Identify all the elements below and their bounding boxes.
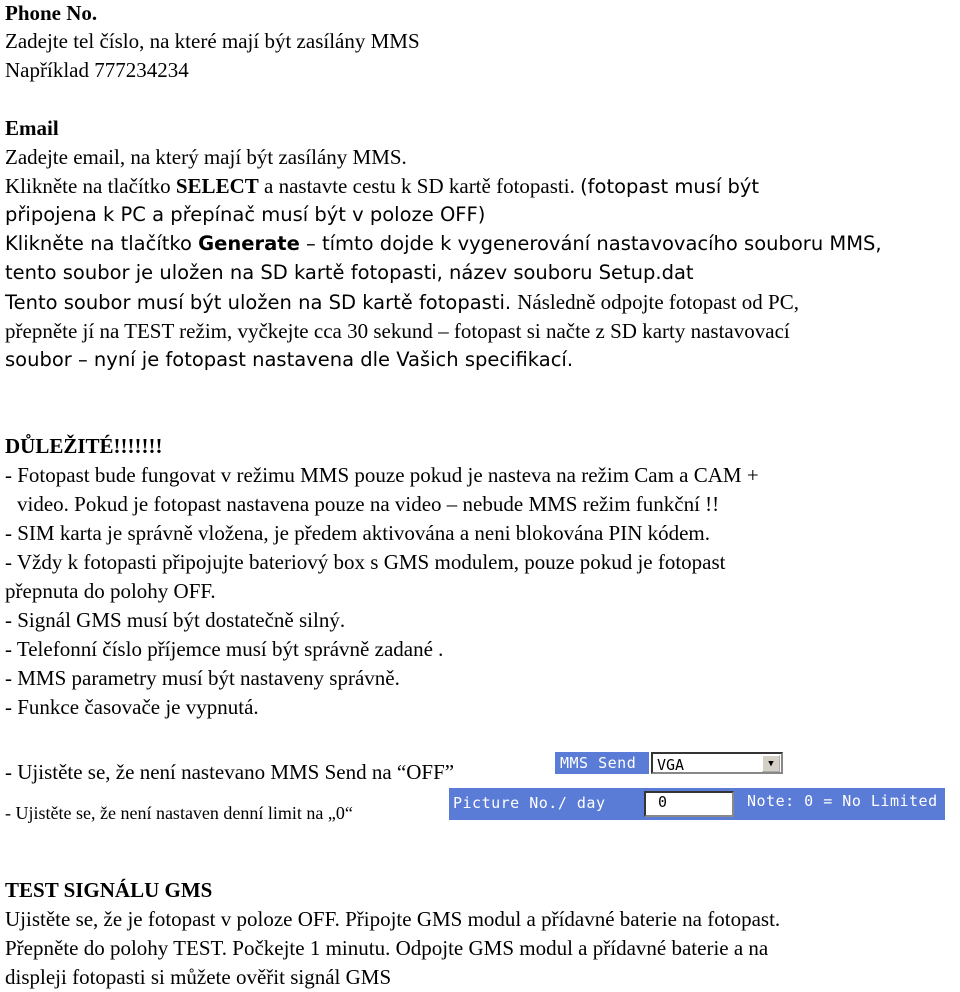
daily-limit-check: - Ujistěte se, že není nastaven denní limit na „0“ — [5, 803, 353, 823]
mms-send-value: VGA — [657, 756, 685, 774]
important-item: - Telefonní číslo příjemce musí být správně zadané . — [5, 637, 444, 661]
email-instruction: Zadejte email, na který mají být zasílány MMS. — [5, 145, 407, 169]
mms-send-label: MMS Send — [555, 752, 649, 774]
test-instruction: Ujistěte se, že je fotopast v poloze OFF. Připojte GMS modul a přídavné baterie na fotopast. — [5, 907, 781, 931]
picture-per-day-input[interactable]: 0 — [644, 791, 734, 817]
test-instruction: Přepněte do polohy TEST. Počkejte 1 minutu. Odpojte GMS modul a přídavné baterie a na — [5, 936, 769, 960]
test-heading: TEST SIGNÁLU GMS — [5, 878, 213, 902]
important-item: - MMS parametry musí být nastaveny správně. — [5, 666, 400, 690]
important-item: - Fotopast bude fungovat v režimu MMS pouze pokud je nasteva na režim Cam a CAM + — [5, 463, 759, 487]
picture-per-day-label: Picture No./ day — [453, 794, 606, 812]
phone-instruction: Zadejte tel číslo, na které mají být zasílány MMS — [5, 29, 420, 53]
setup-file-note: tento soubor je uložen na SD kartě fotopasti, název souboru Setup.dat — [5, 261, 694, 284]
phone-example: Například 777234234 — [5, 58, 189, 82]
test-mode-note: přepněte jí na TEST režim, vyčkejte cca 30 sekund – fotopast si načte z SD karty nastavovací — [5, 319, 790, 343]
mms-send-check: - Ujistěte se, že není nastevano MMS Send na “OFF” — [5, 760, 455, 784]
important-item: přepnuta do polohy OFF. — [5, 579, 216, 603]
generate-instruction: Klikněte na tlačítko Generate – tímto dojde k vygenerování nastavovacího souboru MMS, — [5, 232, 882, 255]
specifications-note: soubor – nyní je fotopast nastavena dle Vašich specifikací. — [5, 348, 574, 371]
select-instruction: Klikněte na tlačítko SELECT a nastavte cestu k SD kartě fotopasti. (fotopast musí být — [5, 174, 760, 198]
phone-heading: Phone No. — [5, 1, 98, 25]
chevron-down-icon[interactable]: ▼ — [762, 755, 780, 772]
email-heading: Email — [5, 116, 59, 140]
no-limit-note: Note: 0 = No Limited — [747, 792, 938, 810]
pc-connect-note: připojena k PC a přepínač musí být v poloze OFF) — [5, 203, 486, 226]
mms-send-select[interactable] — [651, 752, 783, 774]
important-item: - Signál GMS musí být dostatečně silný. — [5, 608, 346, 632]
daily-limit-widget — [449, 788, 945, 820]
mms-send-widget — [555, 752, 787, 778]
sd-card-note: Tento soubor musí být uložen na SD kartě fotopasti. Následně odpojte fotopast od PC, — [5, 290, 799, 314]
important-item: - SIM karta je správně vložena, je předem aktivována a neni blokována PIN kódem. — [5, 521, 711, 545]
important-heading: DŮLEŽITÉ!!!!!!! — [5, 434, 163, 458]
important-item: - Funkce časovače je vypnutá. — [5, 695, 259, 719]
test-instruction: displeji fotopasti si můžete ověřit signál GMS — [5, 965, 392, 989]
important-item: video. Pokud je fotopast nastavena pouze na video – nebude MMS režim funkční !! — [17, 492, 720, 516]
important-item: - Vždy k fotopasti připojujte bateriový box s GMS modulem, pouze pokud je fotopast — [5, 550, 726, 574]
